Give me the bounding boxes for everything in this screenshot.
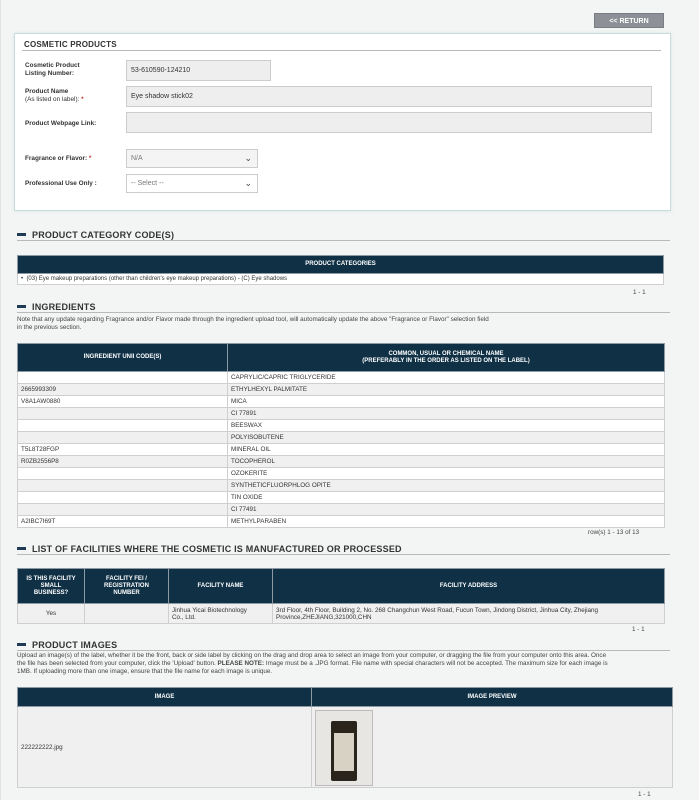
unii-code-cell xyxy=(18,468,228,480)
table-row: • (03) Eye makeup preparations (other than children's eye makeup preparations) - (C) Eye shadows xyxy=(18,274,664,285)
facilities-table xyxy=(17,568,665,624)
product-name-label: Product Name (As listed on label): * xyxy=(25,88,84,103)
table-row xyxy=(18,408,665,420)
table-row xyxy=(18,396,665,408)
facility-name-column-header: FACILITY NAME xyxy=(169,569,273,604)
listing-number-label: Cosmetic Product Listing Number: xyxy=(25,62,80,77)
professional-use-select[interactable]: -- Select -- ⌄ xyxy=(126,174,258,193)
unii-code-cell xyxy=(18,432,228,444)
ingredient-name-cell: BEESWAX xyxy=(228,420,665,432)
unii-code-cell xyxy=(18,480,228,492)
table-row xyxy=(18,492,665,504)
ingredient-name-cell: CAPRYLIC/CAPRIC TRIGLYCERIDE xyxy=(228,372,665,384)
ingredient-name-cell: OZOKERITE xyxy=(228,468,665,480)
product-label-graphic xyxy=(334,733,354,771)
images-pager: 1 - 1 xyxy=(638,791,651,798)
unii-code-cell xyxy=(18,372,228,384)
collapse-icon[interactable] xyxy=(17,305,26,308)
table-row xyxy=(18,444,665,456)
unii-code-cell: A2IBC7I69T xyxy=(18,516,228,528)
ingredients-pager: row(s) 1 - 13 of 13 xyxy=(588,529,640,536)
ingredients-table xyxy=(17,343,665,528)
ingredients-note: Note that any update regarding Fragrance and/or Flavor made through the ingredient upload tool, will automatically update the above "Fragrance or Flavor" selection field in the previous section. xyxy=(17,316,489,331)
images-note: Upload an image(s) of the label, whether it be the front, back or side label by clicking on the drag and drop area to select an image from your computer, or dragging the file from your computer onto this area. Once the file has been selected from your computer, click the 'Upload' button. PLEASE NOTE: Image must be a .JPG format. File name with special characters will not be accepted. The maximum size for each image is 1MB. If uploading more than one image, ensure that the file name for each image is unique. xyxy=(17,652,608,675)
facilities-pager: 1 - 1 xyxy=(632,626,645,633)
unii-code-cell: V8A1AW0880 xyxy=(18,396,228,408)
ingredient-name-cell: METHYLPARABEN xyxy=(228,516,665,528)
ingredient-name-cell: CI 77491 xyxy=(228,504,665,516)
ingredient-name-cell: CI 77891 xyxy=(228,408,665,420)
section-divider xyxy=(22,50,661,51)
section-divider xyxy=(17,312,670,313)
category-pager: 1 - 1 xyxy=(633,289,646,296)
section-divider xyxy=(17,554,670,555)
webpage-link-label: Product Webpage Link: xyxy=(25,120,97,127)
product-category-heading: PRODUCT CATEGORY CODE(S) xyxy=(17,230,174,240)
table-row xyxy=(18,516,665,528)
product-images-heading: PRODUCT IMAGES xyxy=(17,640,117,650)
table-row xyxy=(18,456,665,468)
ingredient-name-cell: MICA xyxy=(228,396,665,408)
fragrance-label: Fragrance or Flavor: * xyxy=(25,155,92,162)
table-row xyxy=(18,372,665,384)
table-row xyxy=(18,480,665,492)
section-divider xyxy=(17,240,670,241)
chevron-down-icon: ⌄ xyxy=(244,153,252,163)
category-table xyxy=(17,255,664,285)
ingredient-name-cell: ETHYLHEXYL PALMITATE xyxy=(228,384,665,396)
facilities-heading: LIST OF FACILITIES WHERE THE COSMETIC IS MANUFACTURED OR PROCESSED xyxy=(17,544,402,554)
ingredients-heading: INGREDIENTS xyxy=(17,302,96,312)
collapse-icon[interactable] xyxy=(17,643,26,646)
table-row xyxy=(18,504,665,516)
ingredient-name-column-header: COMMON, USUAL OR CHEMICAL NAME (PREFERABLY IN THE ORDER AS LISTED ON THE LABEL) xyxy=(228,344,665,372)
table-row xyxy=(18,384,665,396)
collapse-icon[interactable] xyxy=(17,233,26,236)
ingredient-name-cell: MINERAL OIL xyxy=(228,444,665,456)
unii-code-cell xyxy=(18,420,228,432)
table-row xyxy=(18,432,665,444)
ingredient-name-cell: SYNTHETICFLUORPHLOG OPITE xyxy=(228,480,665,492)
image-column-header: IMAGE xyxy=(18,688,312,707)
chevron-down-icon: ⌄ xyxy=(244,178,252,188)
fragrance-select[interactable]: N/A ⌄ xyxy=(126,149,258,168)
fei-column-header: FACILITY FEI / REGISTRATION NUMBER xyxy=(85,569,169,604)
small-business-column-header: IS THIS FACILITY SMALL BUSINESS? xyxy=(18,569,85,604)
ingredient-name-cell: TOCOPHEROL xyxy=(228,456,665,468)
category-value: (03) Eye makeup preparations (other than children's eye makeup preparations) - (C) Eye shadows xyxy=(26,275,288,282)
ingredient-name-cell: TIN OXIDE xyxy=(228,492,665,504)
cosmetic-products-panel xyxy=(14,33,671,211)
unii-code-cell xyxy=(18,492,228,504)
facility-address-column-header: FACILITY ADDRESS xyxy=(273,569,665,604)
table-row xyxy=(18,468,665,480)
facility-address-value: 3rd Floor, 4th Floor, Building 2, No. 268 Changchun West Road, Fucun Town, Jindong District, Jinhua City, Zhejiang Province,ZHEJIANG,321000,CHN xyxy=(273,604,665,624)
unii-code-cell xyxy=(18,408,228,420)
product-name-field[interactable]: Eye shadow stick02 xyxy=(126,86,652,107)
webpage-link-field[interactable] xyxy=(126,112,652,133)
unii-code-cell: 2665993309 xyxy=(18,384,228,396)
facility-name-value: Jinhua Yicai Biotechnology Co., Ltd. xyxy=(169,604,273,624)
product-image-thumbnail[interactable] xyxy=(315,710,373,786)
unii-code-cell: T5L8T28FGP xyxy=(18,444,228,456)
professional-use-label: Professional Use Only : xyxy=(25,180,97,187)
unii-code-column-header: INGREDIENT UNII CODE(S) xyxy=(18,344,228,372)
collapse-icon[interactable] xyxy=(17,547,26,550)
unii-code-cell: R0ZB2556P8 xyxy=(18,456,228,468)
return-button[interactable]: << RETURN xyxy=(594,13,664,28)
category-column-header: PRODUCT CATEGORIES xyxy=(18,256,664,274)
unii-code-cell xyxy=(18,504,228,516)
image-file-name: 222222222.jpg xyxy=(18,707,312,788)
listing-number-field[interactable]: 53-610590-124210 xyxy=(126,60,271,81)
image-preview-column-header: IMAGE PREVIEW xyxy=(312,688,673,707)
section-divider xyxy=(17,650,670,651)
table-row xyxy=(18,420,665,432)
ingredient-name-cell: POLYISOBUTENE xyxy=(228,432,665,444)
fei-value xyxy=(85,604,169,624)
table-row xyxy=(18,604,665,624)
cosmetic-products-title: COSMETIC PRODUCTS xyxy=(24,40,117,49)
small-business-value: Yes xyxy=(18,604,85,624)
